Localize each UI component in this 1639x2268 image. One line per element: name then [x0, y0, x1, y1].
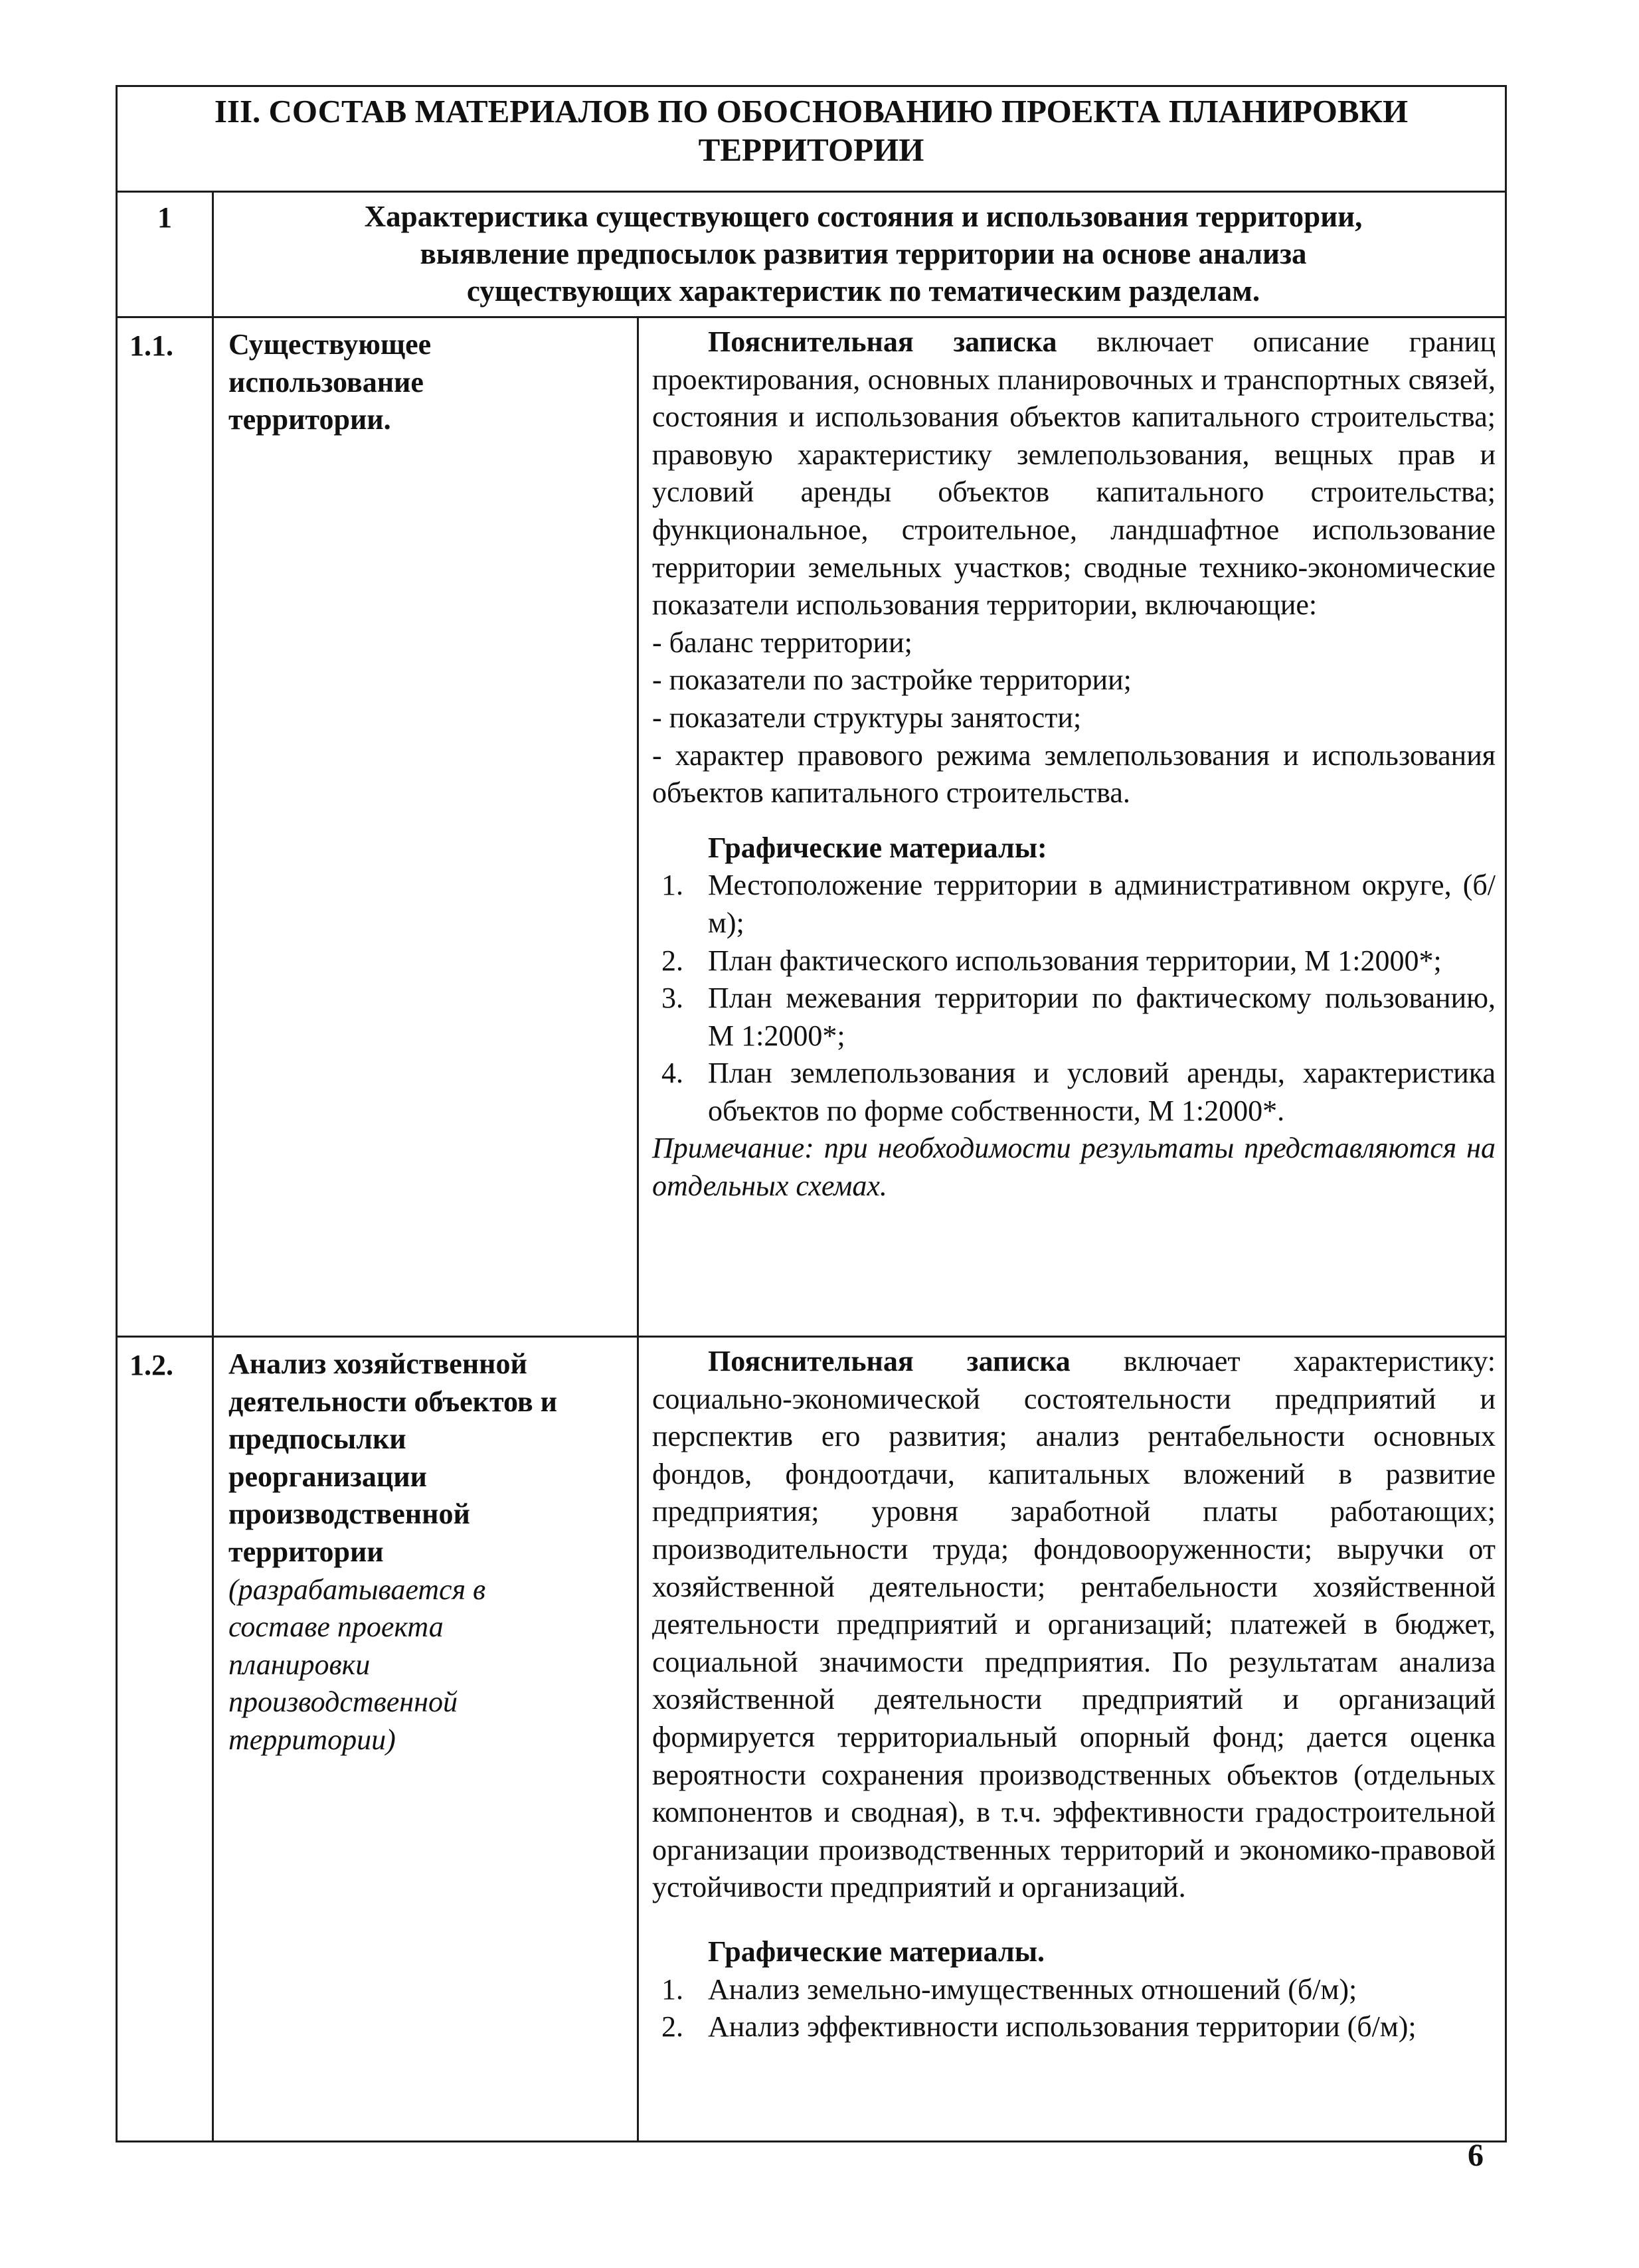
list-item-number: 1.: [661, 1972, 683, 2006]
section-header-row: [117, 86, 1506, 192]
table-row: [117, 1337, 1506, 2142]
graphics-list: [652, 867, 1496, 1130]
row-title: [213, 1337, 638, 2142]
explanatory-note: [652, 1343, 1496, 1907]
explanatory-note-text: включает описание границ проектирования, основных планировочных и транспортных связей, состояния и использования объектов капитального строительства; правовую характеристику землепользования, вещных прав и условий аренды объектов капитального строительства; функциональное, строительное, ландшафтное использование территории земельных участков; сводные технико-экономические показатели использования территории, включающие:: [652, 325, 1496, 622]
row-number: 1.1.: [117, 317, 213, 1337]
row-title-note-line: планировки: [228, 1648, 371, 1681]
list-item: [652, 2008, 1496, 2046]
row-title-line: Существующее: [228, 328, 432, 361]
row-content: [638, 317, 1506, 1337]
list-item: [652, 980, 1496, 1055]
row-title-note-line: территории): [228, 1723, 396, 1756]
category-number: 1: [117, 192, 213, 317]
remark: Примечание: при необходимости результаты представляются на отдельных схемах.: [652, 1132, 1496, 1203]
list-item: - показатели по застройке территории;: [652, 663, 1132, 697]
row-title-line: территории.: [228, 403, 391, 436]
category-line1: Характеристика существующего состояния и использования территории,: [364, 200, 1363, 233]
list-item: [652, 867, 1496, 942]
section-title-line1: III. СОСТАВ МАТЕРИАЛОВ ПО ОБОСНОВАНИЮ ПРОЕКТА ПЛАНИРОВКИ: [214, 93, 1409, 130]
list-item: - баланс территории;: [652, 626, 912, 659]
list-item-text: План землепользования и условий аренды, характеристика объектов по форме собственности, М 1:2000*.: [708, 1057, 1496, 1127]
list-item: [652, 1055, 1496, 1130]
row-title-line: территории: [228, 1535, 384, 1568]
row-title-line: производственной: [228, 1498, 470, 1531]
row-title-line: Анализ хозяйственной: [228, 1348, 527, 1380]
category-line3: существующих характеристик по тематическим разделам.: [466, 274, 1260, 307]
table-row: [117, 317, 1506, 1337]
list-item: [652, 942, 1496, 980]
row-title-line: использование: [228, 365, 424, 398]
row-title-line: деятельности объектов и: [228, 1385, 558, 1418]
section-title-line2: ТЕРРИТОРИИ: [698, 131, 924, 168]
list-item-number: 2.: [661, 944, 683, 977]
list-item-text: Анализ земельно-имущественных отношений (б/м);: [708, 1972, 1357, 2006]
row-title-note-line: производственной: [228, 1686, 458, 1719]
row-content: [638, 1337, 1506, 2142]
list-item-number: 3.: [661, 982, 683, 1015]
explanatory-note-lead: Пояснительная записка: [708, 325, 1057, 358]
list-item-text: Местоположение территории в административном округе, (б/м);: [708, 869, 1496, 939]
row-number: 1.2.: [117, 1337, 213, 2142]
explanatory-note: [652, 323, 1496, 624]
list-item-text: План фактического использования территории, М 1:2000*;: [708, 944, 1442, 977]
page-number: 6: [1468, 2138, 1484, 2173]
list-item: [652, 1971, 1496, 2009]
explanatory-note-lead: Пояснительная записка: [708, 1345, 1071, 1377]
row-title-line: предпосылки: [228, 1423, 406, 1456]
graphics-title: Графические материалы:: [708, 831, 1047, 864]
row-title-line: реорганизации: [228, 1460, 427, 1493]
list-item-number: 4.: [661, 1057, 683, 1090]
graphics-title: Графические материалы.: [708, 1935, 1045, 1968]
section-title: [117, 86, 1506, 192]
row-title-note-line: составе проекта: [228, 1611, 444, 1644]
materials-table: [116, 85, 1507, 2142]
row-title-note-line: (разрабатывается в: [228, 1573, 486, 1606]
category-row: [117, 192, 1506, 317]
category-title: [213, 192, 1506, 317]
list-item-text: Анализ эффективности использования территории (б/м);: [708, 2010, 1417, 2044]
list-item-text: План межевания территории по фактическому пользованию, М 1:2000*;: [708, 982, 1496, 1052]
list-item: - показатели структуры занятости;: [652, 701, 1082, 734]
list-item-number: 1.: [661, 869, 683, 902]
row-title: [213, 317, 638, 1337]
explanatory-note-text: включает характеристику: социально-экономической состоятельности предприятий и перспектив его развития; анализ рентабельности основных фондов, фондоотдачи, капитальных вложений в развитие предприятия; уровня заработной платы работающих; производительности труда; фондовооруженности; выручки от хозяйственной деятельности; рентабельности хозяйственной деятельности предприятий и организаций; платежей в бюджет, социальной значимости предприятия. По результатам анализа хозяйственной деятельности предприятий и организаций формируется территориальный опорный фонд; дается оценка вероятности сохранения производственных объектов (отдельных компонентов и сводная), в т.ч. эффективности градостроительной организации производственных территорий и экономико-правовой устойчивости предприятий и организаций.: [652, 1345, 1496, 1904]
category-line2: выявление предпосылок развития территории на основе анализа: [420, 237, 1307, 270]
list-item-number: 2.: [661, 2010, 683, 2044]
list-item: - характер правового режима землепользования и использования объектов капитального строительства.: [652, 739, 1496, 810]
graphics-list: [652, 1971, 1496, 2046]
